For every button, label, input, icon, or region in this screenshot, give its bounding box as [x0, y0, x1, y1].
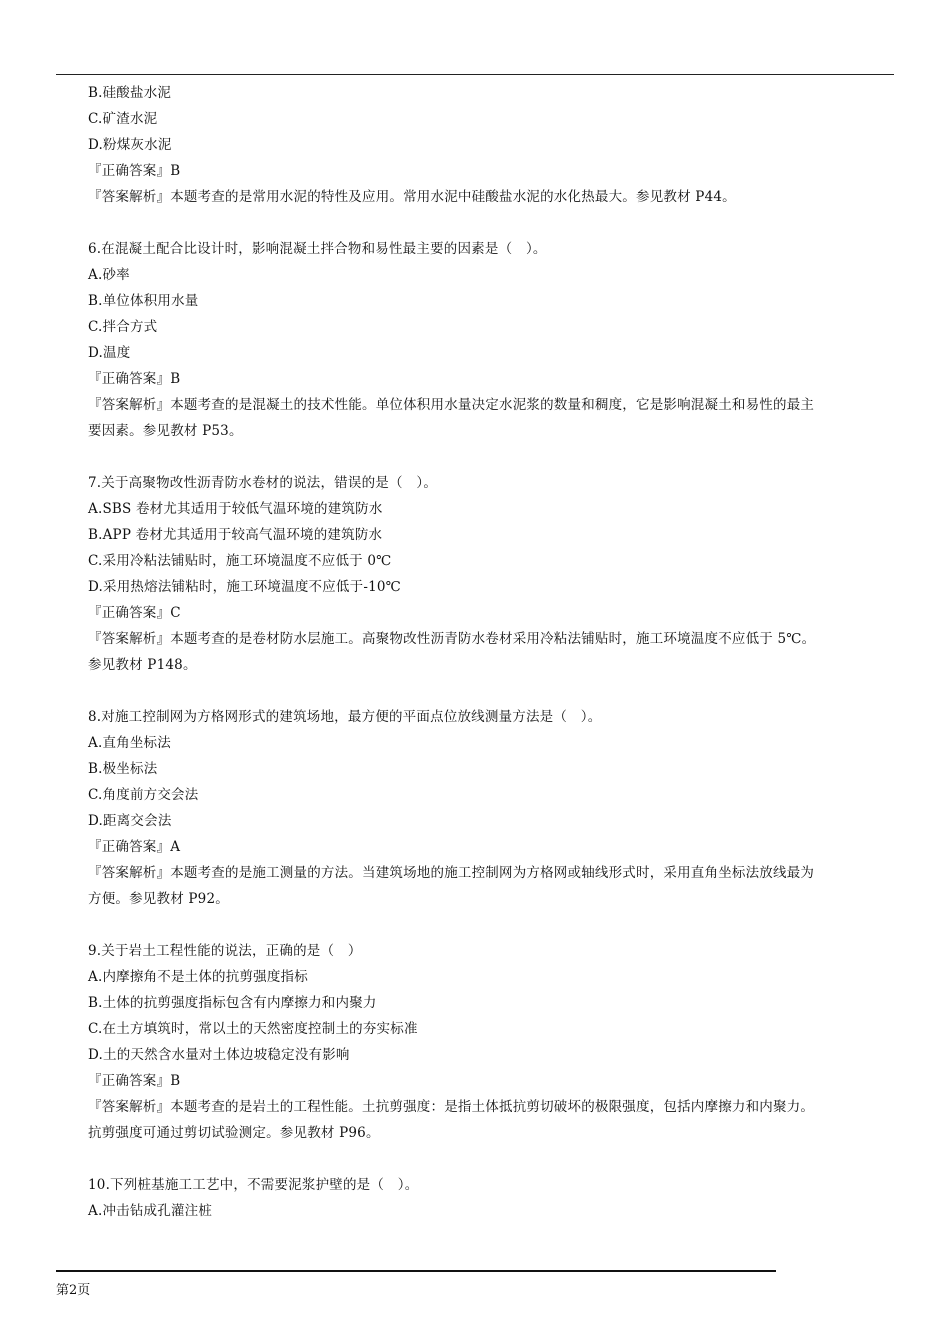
correct-answer: 『正确答案』B — [88, 163, 181, 179]
option-d: D.采用热熔法铺粘时，施工环境温度不应低于-10℃ — [88, 579, 401, 595]
question-block — [88, 236, 898, 444]
question-block — [88, 1172, 898, 1224]
answer-analysis: 『答案解析』本题考查的是施工测量的方法。当建筑场地的施工控制网为方格网或轴线形式时，采用直角坐标法放线最为 — [88, 865, 815, 881]
header-rule — [56, 74, 894, 75]
option-c: C.在土方填筑时，常以土的天然密度控制土的夯实标准 — [88, 1021, 418, 1037]
option-d: D.温度 — [88, 345, 131, 361]
question-stem: 6.在混凝土配合比设计时，影响混凝土拌合物和易性最主要的因素是（ ）。 — [88, 241, 547, 257]
question-stem: 9.关于岩土工程性能的说法，正确的是（ ） — [88, 943, 362, 959]
option-d: D.粉煤灰水泥 — [88, 137, 172, 153]
option-b: B.硅酸盐水泥 — [88, 85, 172, 101]
option-a: A.内摩擦角不是土体的抗剪强度指标 — [88, 969, 308, 985]
question-block — [88, 938, 898, 1146]
option-b: B.单位体积用水量 — [88, 293, 199, 309]
option-d: D.土的天然含水量对土体边坡稳定没有影响 — [88, 1047, 350, 1063]
question-block — [88, 80, 898, 210]
correct-answer: 『正确答案』B — [88, 1073, 181, 1089]
answer-analysis: 『答案解析』本题考查的是混凝土的技术性能。单位体积用水量决定水泥浆的数量和稠度，它是影响混凝土和易性的最主 — [88, 397, 815, 413]
option-a: A.冲击钻成孔灌注桩 — [88, 1203, 213, 1219]
option-b: B.极坐标法 — [88, 761, 158, 777]
option-c: C.角度前方交会法 — [88, 787, 199, 803]
correct-answer: 『正确答案』C — [88, 605, 181, 621]
page-number: 第2页 — [56, 1283, 91, 1298]
option-c: C.拌合方式 — [88, 319, 158, 335]
question-stem: 7.关于高聚物改性沥青防水卷材的说法，错误的是（ ）。 — [88, 475, 438, 491]
question-stem: 10.下列桩基施工工艺中，不需要泥浆护壁的是（ ）。 — [88, 1177, 419, 1193]
page-content — [88, 80, 898, 1224]
answer-analysis-cont: 参见教材 P148。 — [88, 657, 197, 673]
option-a: A.砂率 — [88, 267, 130, 283]
option-a: A.SBS 卷材尤其适用于较低气温环境的建筑防水 — [88, 501, 383, 517]
answer-analysis-cont: 要因素。参见教材 P53。 — [88, 423, 243, 439]
question-block — [88, 470, 898, 678]
answer-analysis-cont: 抗剪强度可通过剪切试验测定。参见教材 P96。 — [88, 1125, 380, 1141]
option-b: B.APP 卷材尤其适用于较高气温环境的建筑防水 — [88, 527, 383, 543]
answer-analysis: 『答案解析』本题考查的是岩土的工程性能。土抗剪强度：是指土体抵抗剪切破坏的极限强度，包括内摩擦力和内聚力。 — [88, 1099, 815, 1115]
option-b: B.土体的抗剪强度指标包含有内摩擦力和内聚力 — [88, 995, 377, 1011]
question-stem: 8.对施工控制网为方格网形式的建筑场地，最方便的平面点位放线测量方法是（ ）。 — [88, 709, 602, 725]
answer-analysis-cont: 方便。参见教材 P92。 — [88, 891, 229, 907]
correct-answer: 『正确答案』A — [88, 839, 181, 855]
answer-analysis: 『答案解析』本题考查的是常用水泥的特性及应用。常用水泥中硅酸盐水泥的水化热最大。参见教材 P44。 — [88, 189, 736, 205]
option-c: C.采用冷粘法铺贴时，施工环境温度不应低于 0℃ — [88, 553, 392, 569]
option-d: D.距离交会法 — [88, 813, 172, 829]
option-a: A.直角坐标法 — [88, 735, 171, 751]
correct-answer: 『正确答案』B — [88, 371, 181, 387]
answer-analysis: 『答案解析』本题考查的是卷材防水层施工。高聚物改性沥青防水卷材采用冷粘法铺贴时，施工环境温度不应低于 5℃。 — [88, 631, 816, 647]
option-c: C.矿渣水泥 — [88, 111, 158, 127]
footer-rule — [56, 1270, 776, 1272]
question-block — [88, 704, 898, 912]
